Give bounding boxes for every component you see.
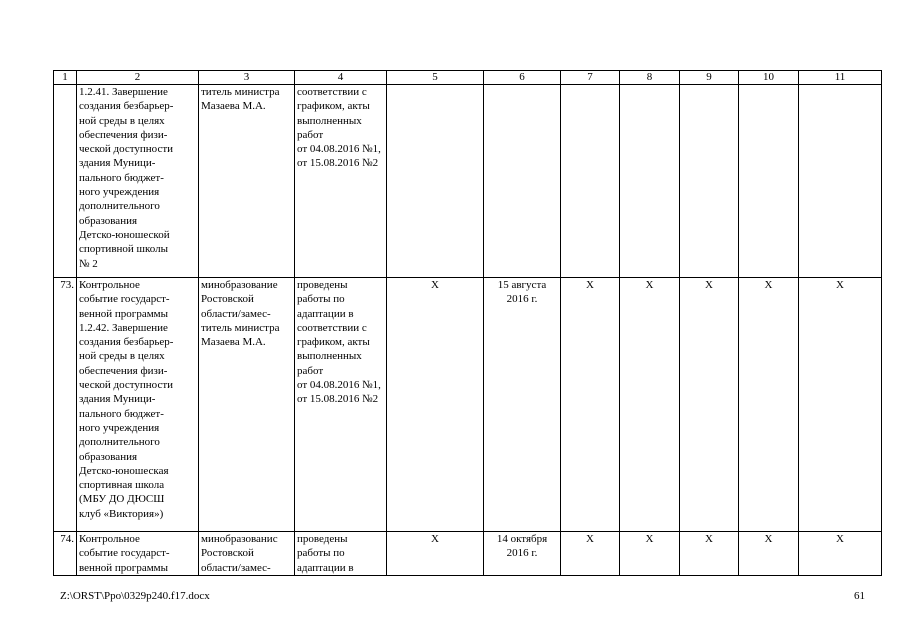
cell-col8: Х: [620, 532, 680, 576]
column-number: 5: [387, 71, 484, 85]
column-number: 10: [739, 71, 799, 85]
cell-col5: [387, 85, 484, 278]
cell-col11: [799, 85, 882, 278]
responsible-cell: титель министра Мазаева М.А.: [199, 85, 295, 278]
column-number: 9: [680, 71, 739, 85]
table-row: [54, 85, 882, 278]
cell-col8: Х: [620, 278, 680, 532]
cell-col11: Х: [799, 278, 882, 532]
result-cell: соответствии с графиком, акты выполненных работ от 04.08.2016 №1, от 15.08.2016 №2: [295, 85, 387, 278]
column-number: 2: [77, 71, 199, 85]
event-cell: Контрольное событие государст- венной программы 1.2.42. Завершение создания безбарьер- ной среды в целях обеспечения физи- ческой доступности здания Муници- пального бюджет- ного учреждения дополнительного образования Детско-юношеская спортивная школа (МБУ ДО ДЮСШ клуб «Виктория»): [77, 278, 199, 532]
event-cell: Контрольное событие государст- венной программы: [77, 532, 199, 576]
column-number: 11: [799, 71, 882, 85]
date-cell: 14 октября 2016 г.: [484, 532, 561, 576]
row-number: 74.: [54, 532, 77, 576]
column-number: 8: [620, 71, 680, 85]
cell-col7: [561, 85, 620, 278]
page-number: 61: [854, 590, 865, 602]
cell-col9: Х: [680, 532, 739, 576]
responsible-cell: минобразованис Ростовской области/замес-: [199, 532, 295, 576]
table-row: [54, 532, 882, 576]
row-number: 73.: [54, 278, 77, 532]
cell-col9: Х: [680, 278, 739, 532]
column-number: 3: [199, 71, 295, 85]
result-cell: проведены работы по адаптации в: [295, 532, 387, 576]
cell-col10: [739, 85, 799, 278]
cell-col7: Х: [561, 532, 620, 576]
event-cell: 1.2.41. Завершение создания безбарьер- ной среды в целях обеспечения физи- ческой доступности здания Муници- пального бюджет- ного учреждения дополнительного образования Детско-юношеской спортивной школы № 2: [77, 85, 199, 278]
cell-col11: Х: [799, 532, 882, 576]
column-number: 1: [54, 71, 77, 85]
cell-col7: Х: [561, 278, 620, 532]
column-number: 6: [484, 71, 561, 85]
cell-col9: [680, 85, 739, 278]
result-cell: проведены работы по адаптации в соответствии с графиком, акты выполненных работ от 04.08.2016 №1, от 15.08.2016 №2: [295, 278, 387, 532]
column-number-row: [54, 71, 882, 85]
responsible-cell: минобразование Ростовской области/замес- титель министра Мазаева М.А.: [199, 278, 295, 532]
date-cell: 15 августа 2016 г.: [484, 278, 561, 532]
cell-col10: Х: [739, 532, 799, 576]
cell-col10: Х: [739, 278, 799, 532]
cell-col5: Х: [387, 532, 484, 576]
file-path-footer: Z:\ORST\Ppo\0329p240.f17.docx: [60, 590, 210, 602]
row-number: [54, 85, 77, 278]
table-row: [54, 278, 882, 532]
date-cell: [484, 85, 561, 278]
report-table: [53, 70, 882, 576]
column-number: 7: [561, 71, 620, 85]
column-number: 4: [295, 71, 387, 85]
cell-col8: [620, 85, 680, 278]
cell-col5: Х: [387, 278, 484, 532]
